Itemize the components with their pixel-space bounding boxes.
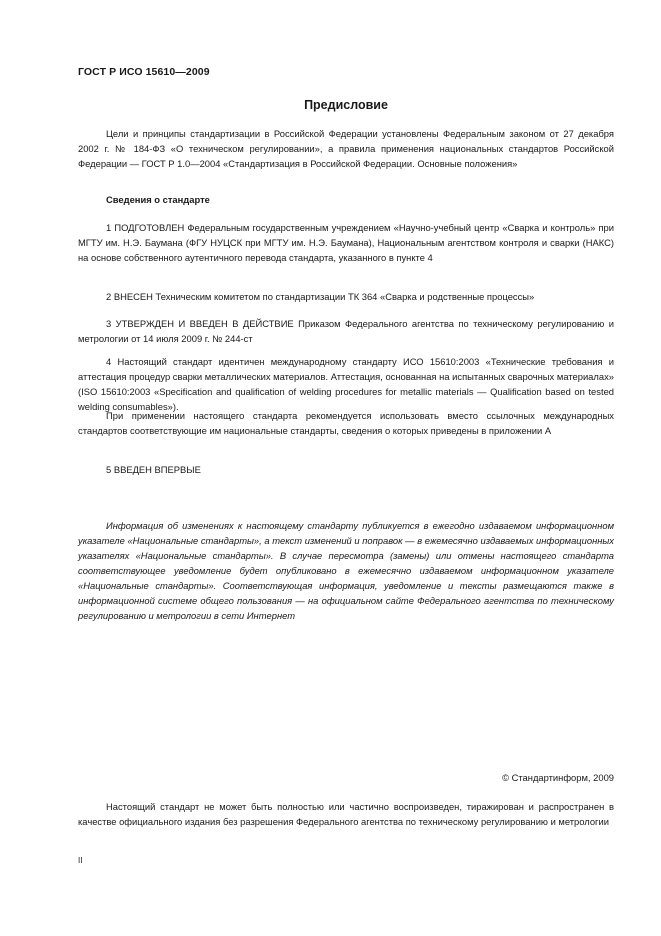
copyright-line: © Стандартинформ, 2009 xyxy=(502,772,614,783)
item-3-paragraph: 3 УТВЕРЖДЕН И ВВЕДЕН В ДЕЙСТВИЕ Приказом Федерального агентства по техническому регулированию и метрологии от 14 июля 2009 г. № 244-ст xyxy=(78,318,614,344)
reference-standards-paragraph: При применении настоящего стандарта рекомендуется использовать вместо ссылочных международных стандартов соответствующие им национальные стандарты, сведения о которых приведены в приложении А xyxy=(78,410,614,436)
item-2-paragraph: 2 ВНЕСЕН Техническим комитетом по стандартизации ТК 364 «Сварка и родственные процессы» xyxy=(106,291,535,302)
page-title: Предисловие xyxy=(304,98,388,112)
reproduction-notice: Настоящий стандарт не может быть полностью или частично воспроизведен, тиражирован и распространен в качестве официального издания без разрешения Федерального агентства по техническому регулированию и метрологии xyxy=(78,801,614,827)
item-1-paragraph: 1 ПОДГОТОВЛЕН Федеральным государственным учреждением «Научно-учебный центр «Сварка и контроль» при МГТУ им. Н.Э. Баумана (ФГУ НУЦСК при МГТУ им. Н.Э. Баумана), Национальным агентством контроля и сварки (НАКС) на основе собственного аутентичного перевода стандарта, указанного в пункте 4 xyxy=(78,222,614,263)
item-5-paragraph: 5 ВВЕДЕН ВПЕРВЫЕ xyxy=(106,464,201,475)
page-number: II xyxy=(78,856,83,865)
change-info-paragraph: Информация об изменениях к настоящему стандарту публикуется в ежегодно издаваемом информационном указателе «Национальные стандарты», а текст изменений и поправок — в ежемесячно издаваемых информационных указателях «Национальные стандарты». В случае пересмотра (замены) или отмены настоящего стандарта соответствующее уведомление будет опубликовано в ежемесячно издаваемом информационном указателе «Национальные стандарты». Соответствующая информация, уведомление и тексты размещаются также в информационной системе общего пользования — на официальном сайте Федерального агентства по техническому регулированию и метрологии в сети Интернет xyxy=(78,520,614,621)
standard-code-header: ГОСТ Р ИСО 15610—2009 xyxy=(78,66,210,78)
intro-paragraph: Цели и принципы стандартизации в Российской Федерации установлены Федеральным законом от 27 декабря 2002 г. № 184-ФЗ «О техническом регулировании», а правила применения национальных стандартов Российской Федерации — ГОСТ Р 1.0—2004 «Стандартизация в Российской Федерации. Основные положения» xyxy=(78,128,614,169)
section-heading: Сведения о стандарте xyxy=(106,194,210,205)
item-4-paragraph: 4 Настоящий стандарт идентичен международному стандарту ИСО 15610:2003 «Технические требования и аттестация процедур сварки металлических материалов. Аттестация, основанная на испытанных сварочных материалах» (ISO 15610:2003 «Specification and qualification of welding procedures for metallic materials — Qualification based on tested welding consumables»). xyxy=(78,356,614,412)
